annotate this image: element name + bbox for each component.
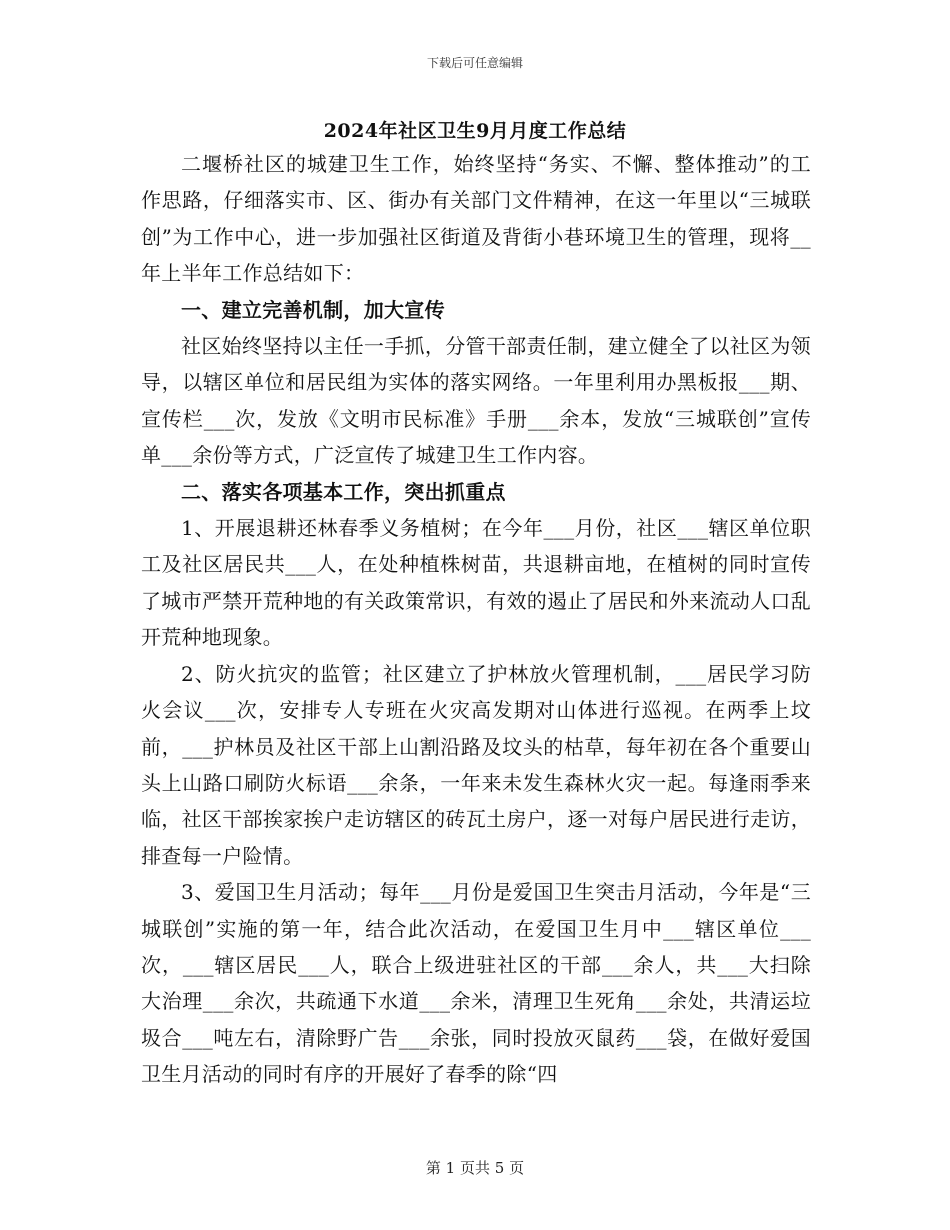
section-heading-1: 一、建立完善机制，加大宣传 bbox=[181, 297, 445, 322]
item-1-paragraph: 1、开展退耕还林春季义务植树；在今年___月份，社区___辖区单位职工及社区居民共___人，在处种植株树苗，共退耕亩地，在植树的同时宣传了城市严禁开荒种地的有关政策常识，有效的遏止了居民和外来流动人口乱开荒种地现象。 bbox=[141, 516, 811, 650]
header-note: 下载后可任意编辑 bbox=[426, 56, 523, 70]
document-body bbox=[141, 146, 811, 1093]
section-1-paragraph: 社区始终坚持以主任一手抓，分管干部责任制，建立健全了以社区为领导，以辖区单位和居民组为实体的落实网络。一年里利用办黑板报___期、宣传栏___次，发放《文明市民标准》手册___余本，发放“三城联创”宣传单___余份等方式，广泛宣传了城建卫生工作内容。 bbox=[141, 334, 811, 468]
item-2-paragraph: 2、防火抗灾的监管；社区建立了护林放火管理机制，___居民学习防火会议___次，安排专人专班在火灾高发期对山体进行巡视。在两季上坟前，___护林员及社区干部上山割沿路及坟头的枯草，每年初在各个重要山头上山路口刷防火标语___余条，一年来未发生森林火灾一起。每逢雨季来临，社区干部挨家挨户走访辖区的砖瓦土房户，逐一对每户居民进行走访，排查每一户险情。 bbox=[141, 661, 811, 868]
section-heading-2: 二、落实各项基本工作，突出抓重点 bbox=[181, 479, 506, 504]
intro-paragraph: 二堰桥社区的城建卫生工作，始终坚持“务实、不懈、整体推动”的工作思路，仔细落实市、区、街办有关部门文件精神，在这一年里以“三城联创”为工作中心，进一步加强社区街道及背街小巷环境卫生的管理，现将__年上半年工作总结如下： bbox=[141, 152, 811, 286]
page-footer: 第 1 页共 5 页 bbox=[425, 1159, 525, 1177]
document-title: 2024年社区卫生9月月度工作总结 bbox=[323, 120, 627, 142]
item-3-paragraph: 3、爱国卫生月活动；每年___月份是爱国卫生突击月活动，今年是“三城联创”实施的第一年，结合此次活动，在爱国卫生月中___辖区单位___次，___辖区居民___人，联合上级进驻社区的干部___余人，共___大扫除大治理___余次，共疏通下水道___余米，清理卫生死角___余处，共清运垃圾合___吨左右，清除野广告___余张，同时投放灭鼠药___袋，在做好爱国卫生月活动的同时有序的开展好了春季的除“四 bbox=[141, 880, 811, 1087]
